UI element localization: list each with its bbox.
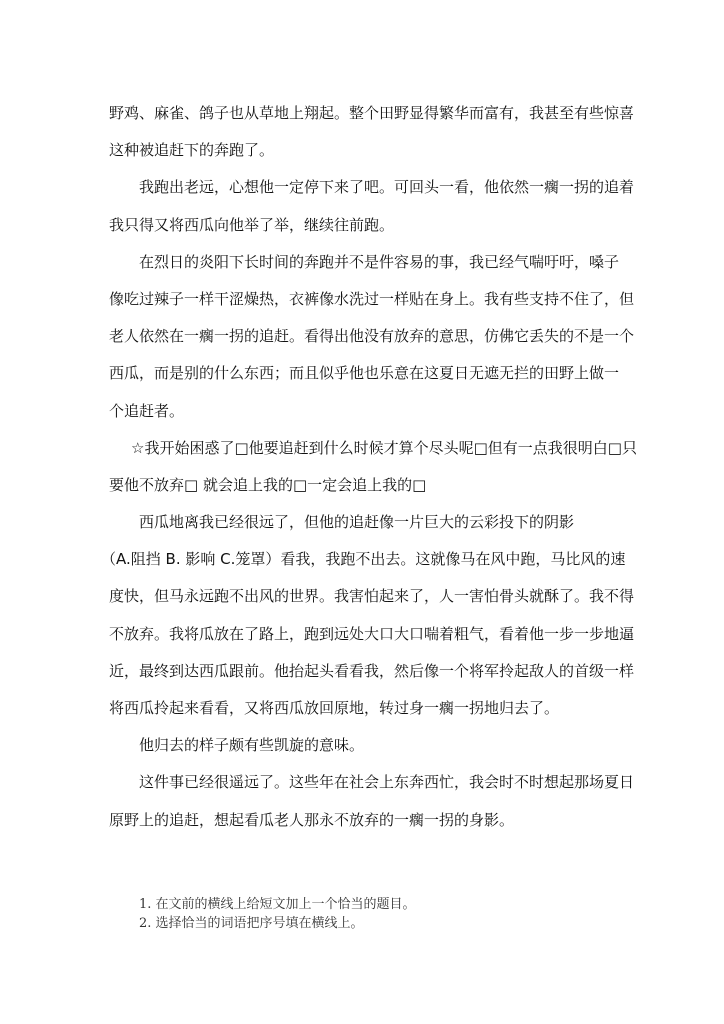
text-line: 西瓜，而是别的什么东西；而且似乎他也乐意在这夏日无遮无拦的田野上做一 bbox=[109, 364, 620, 383]
paragraph bbox=[109, 252, 635, 438]
text-line: 这件事已经很遥远了。这些年在社会上东奔西忙，我会时不时想起那场夏日 bbox=[139, 773, 635, 792]
text-line: 这种被追赶下的奔跑了。 bbox=[109, 141, 275, 160]
paragraph bbox=[101, 512, 635, 735]
text-line: ☆我开始困惑了□他要追赶到什么时候才算个尽头呢□但有一点我很明白□只 bbox=[131, 438, 637, 457]
text-line: 西瓜地离我已经很远了，但他的追赶像一片巨大的云彩投下的阴影 bbox=[139, 513, 575, 532]
text-line: 他归去的样子颇有些凯旋的意味。 bbox=[139, 736, 365, 755]
text-line: 近，最终到达西瓜跟前。他抬起头看看我，然后像一个将军拎起敌人的首级一样 bbox=[109, 661, 635, 680]
text-line: 原野上的追赶，想起看瓜老人那永不放弃的一瘸一拐的身影。 bbox=[109, 810, 515, 829]
text-line: 要他不放弃□ 就会追上我的□一定会追上我的□ bbox=[109, 475, 427, 494]
paragraph bbox=[109, 438, 637, 512]
paragraph bbox=[109, 177, 635, 251]
paragraph bbox=[109, 103, 635, 177]
question-1: 1. 在文前的横线上给短文加上一个恰当的题目。 bbox=[139, 897, 416, 912]
text-line: 度快，但马永远跑不出风的世界。我害怕起来了，人一害怕骨头就酥了。我不得 bbox=[109, 587, 635, 606]
text-line: 老人依然在一瘸一拐的追赶。看得出他没有放弃的意思，仿佛它丢失的不是一个 bbox=[109, 327, 635, 346]
text-line: 像吃过辣子一样干涩燥热，衣裤像水洗过一样贴在身上。我有些支持不住了，但 bbox=[109, 289, 635, 308]
text-line: 个追赶者。 bbox=[109, 401, 185, 420]
text-line: 我跑出老远，心想他一定停下来了吧。可回头一看，他依然一瘸一拐的追着 bbox=[139, 178, 635, 197]
question-2: 2. 选择恰当的词语把序号填在横线上。 bbox=[139, 916, 364, 931]
text-line: 我只得又将西瓜向他举了举，继续往前跑。 bbox=[109, 215, 395, 234]
text-line: 在烈日的炎阳下长时间的奔跑并不是件容易的事，我已经气喘吁吁，嗓子 bbox=[139, 252, 620, 271]
text-line: 将西瓜拎起来看看，又将西瓜放回原地，转过身一瘸一拐地归去了。 bbox=[109, 699, 560, 717]
text-line: 野鸡、麻雀、鸽子也从草地上翔起。整个田野显得繁华而富有，我甚至有些惊喜 bbox=[109, 104, 635, 122]
text-line: 不放弃。我将瓜放在了路上，跑到远处大口大口喘着粗气，看着他一步一步地逼 bbox=[109, 624, 635, 643]
article-body bbox=[101, 103, 637, 847]
text-line: （A.阻挡 B. 影响 C.笼罩）看我，我跑不出去。这就像马在风中跑，马比风的速 bbox=[101, 550, 626, 569]
paragraph bbox=[109, 772, 635, 846]
paragraph bbox=[109, 735, 629, 772]
